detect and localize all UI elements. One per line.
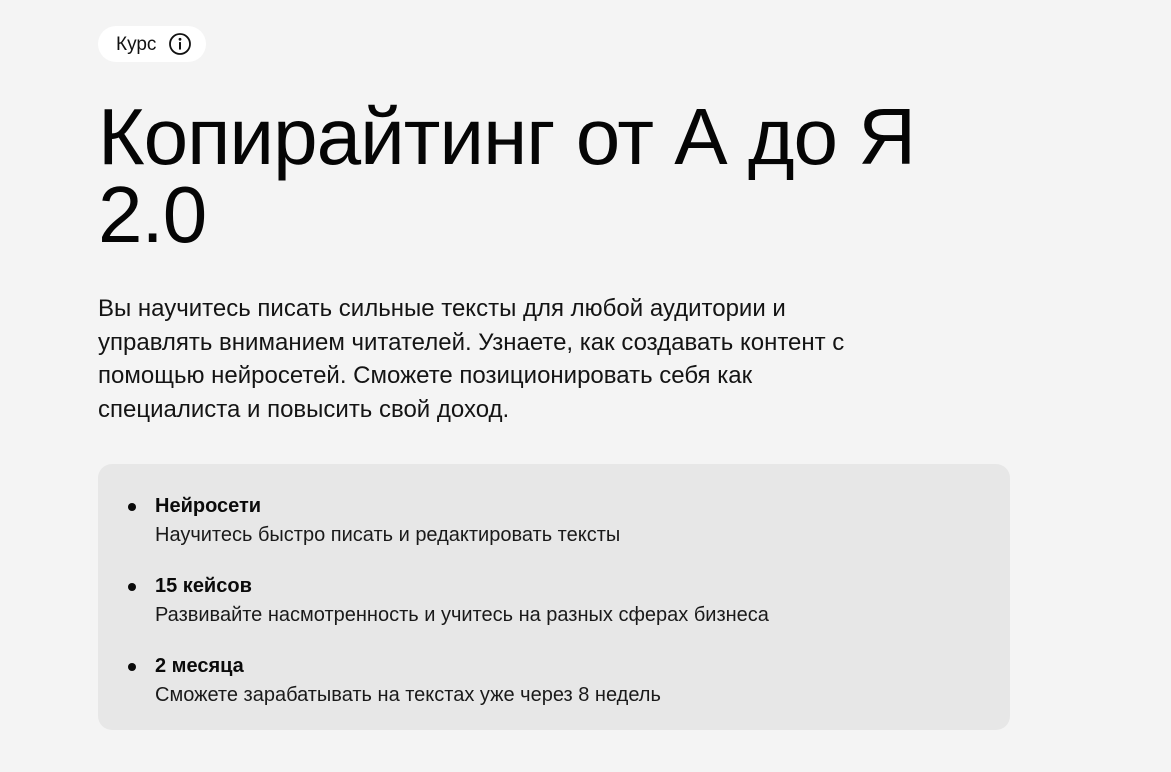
info-icon[interactable] [168,32,192,56]
bullet-icon [128,583,136,591]
feature-description: Сможете зарабатывать на текстах уже через 8 недель [155,684,661,706]
course-hero [98,26,1010,730]
feature-item [128,652,980,710]
feature-title: 15 кейсов [155,575,252,597]
feature-description: Развивайте насмотренность и учитесь на разных сферах бизнеса [155,604,769,626]
feature-text [155,492,620,550]
bullet-icon [128,503,136,511]
feature-item [128,572,980,630]
feature-description: Научитесь быстро писать и редактировать тексты [155,524,621,546]
feature-title: 2 месяца [155,655,244,677]
feature-text [155,652,661,710]
course-badge [98,26,206,62]
feature-title: Нейросети [155,495,262,517]
feature-text [155,572,769,630]
features-card [98,464,1010,730]
bullet-icon [128,663,136,671]
page-title-line-1: Копирайтинг от А до Я [98,92,916,181]
course-description: Вы научитесь писать сильные тексты для любой аудитории и управлять вниманием читателей. Узнаете, как создавать контент с помощью нейросетей. Сможете позиционировать себя как специалиста и повысить свой доход. [98,295,845,423]
course-badge-label: Курс [116,33,157,55]
page-title-line-2: 2.0 [98,170,207,259]
feature-item [128,492,980,550]
page-title [98,92,1010,259]
